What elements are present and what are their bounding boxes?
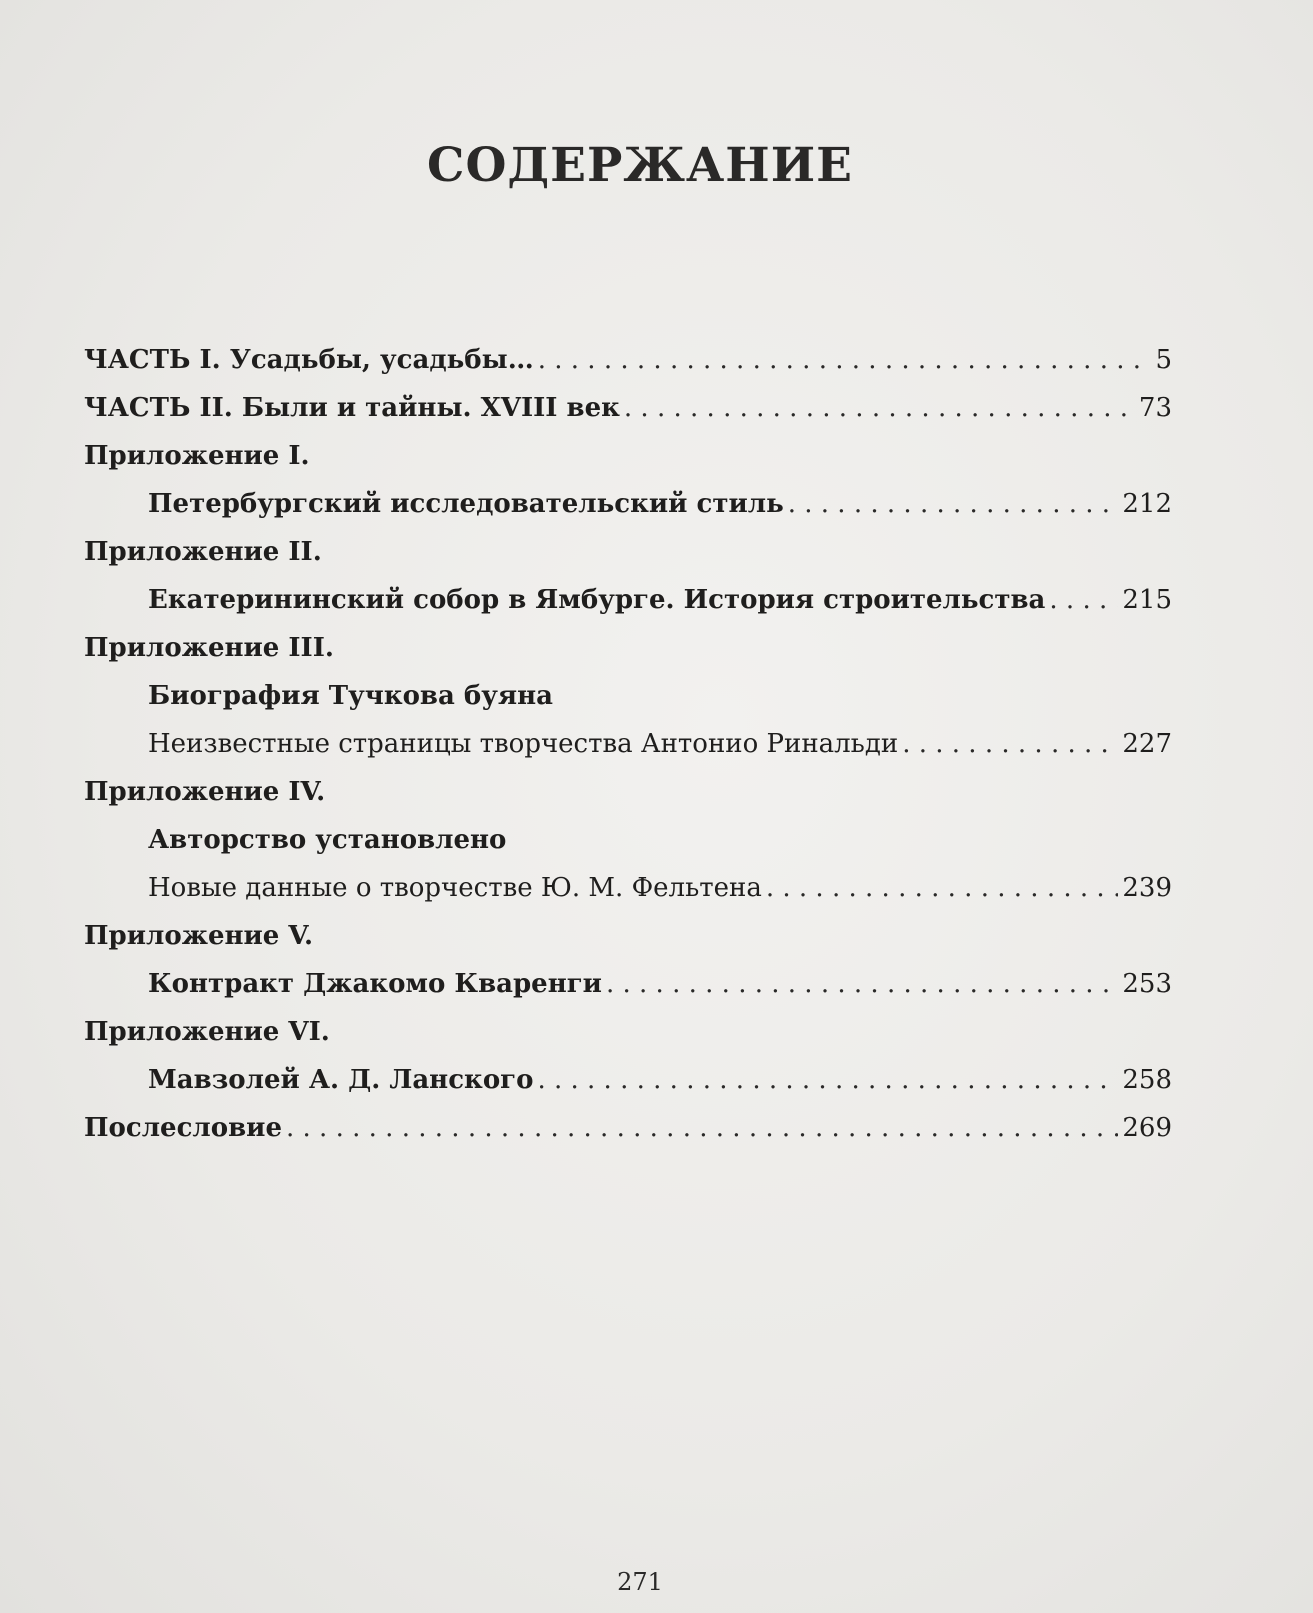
toc-entry-page: 227 <box>1122 729 1172 759</box>
dot-leader <box>766 873 1119 903</box>
toc-entry-label: Приложение II. <box>84 537 322 567</box>
page-title: СОДЕРЖАНИЕ <box>427 138 853 193</box>
toc-entry-page: 5 <box>1155 345 1172 375</box>
toc-entry-page: 212 <box>1122 489 1172 519</box>
toc-entry-label: Петербургский исследовательский стиль <box>148 489 784 519</box>
toc-entry-part-2 <box>84 393 1172 423</box>
toc-entry-page: 253 <box>1122 969 1172 999</box>
toc-entry-label: Новые данные о творчестве Ю. М. Фельтена <box>148 873 762 903</box>
toc-entry-label: Екатерининский собор в Ямбурге. История строительства <box>148 585 1046 615</box>
toc-heading-appendix-6 <box>84 1017 1172 1047</box>
toc-entry-page: 73 <box>1138 393 1172 423</box>
dot-leader <box>606 969 1118 999</box>
toc-entry-appendix-2 <box>84 585 1172 615</box>
toc-entry-label: Послесловие <box>84 1113 282 1143</box>
toc-entry-label: Биография Тучкова буяна <box>148 681 553 711</box>
toc-heading-appendix-1 <box>84 441 1172 471</box>
toc-entry-label: ЧАСТЬ I. Усадьбы, усадьбы… <box>84 345 534 375</box>
toc-subtitle-appendix-3 <box>84 681 1172 711</box>
toc-heading-appendix-3 <box>84 633 1172 663</box>
toc-entry-label: Приложение IV. <box>84 777 326 807</box>
dot-leader <box>1049 585 1118 615</box>
toc-entry-label: Приложение I. <box>84 441 310 471</box>
dot-leader <box>788 489 1119 519</box>
toc-entry-label: Приложение VI. <box>84 1017 330 1047</box>
toc-entry-label: Приложение III. <box>84 633 334 663</box>
dot-leader <box>537 1065 1118 1095</box>
dot-leader <box>286 1113 1118 1143</box>
toc-entry-label: Мавзолей А. Д. Ланского <box>148 1065 534 1095</box>
toc-entry-appendix-6 <box>84 1065 1172 1095</box>
toc-entry-label: ЧАСТЬ II. Были и тайны. XVIII век <box>84 393 620 423</box>
table-of-contents <box>84 345 1172 1143</box>
toc-entry-afterword <box>84 1113 1172 1143</box>
toc-entry-appendix-1 <box>84 489 1172 519</box>
page-number: 271 <box>617 1568 663 1596</box>
toc-entry-part-1 <box>84 345 1172 375</box>
toc-entry-page: 215 <box>1122 585 1172 615</box>
toc-heading-appendix-2 <box>84 537 1172 567</box>
toc-subtitle-appendix-4 <box>84 825 1172 855</box>
dot-leader <box>538 345 1152 375</box>
dot-leader <box>902 729 1118 759</box>
toc-entry-appendix-5 <box>84 969 1172 999</box>
toc-entry-label: Неизвестные страницы творчества Антонио Ринальди <box>148 729 899 759</box>
dot-leader <box>624 393 1135 423</box>
toc-entry-page: 269 <box>1122 1113 1172 1143</box>
toc-entry-appendix-4 <box>84 873 1172 903</box>
toc-entry-label: Авторство установлено <box>148 825 507 855</box>
toc-entry-label: Контракт Джакомо Кваренги <box>148 969 602 999</box>
toc-entry-label: Приложение V. <box>84 921 314 951</box>
toc-entry-appendix-3 <box>84 729 1172 759</box>
toc-entry-page: 258 <box>1122 1065 1172 1095</box>
toc-heading-appendix-4 <box>84 777 1172 807</box>
toc-heading-appendix-5 <box>84 921 1172 951</box>
toc-entry-page: 239 <box>1122 873 1172 903</box>
